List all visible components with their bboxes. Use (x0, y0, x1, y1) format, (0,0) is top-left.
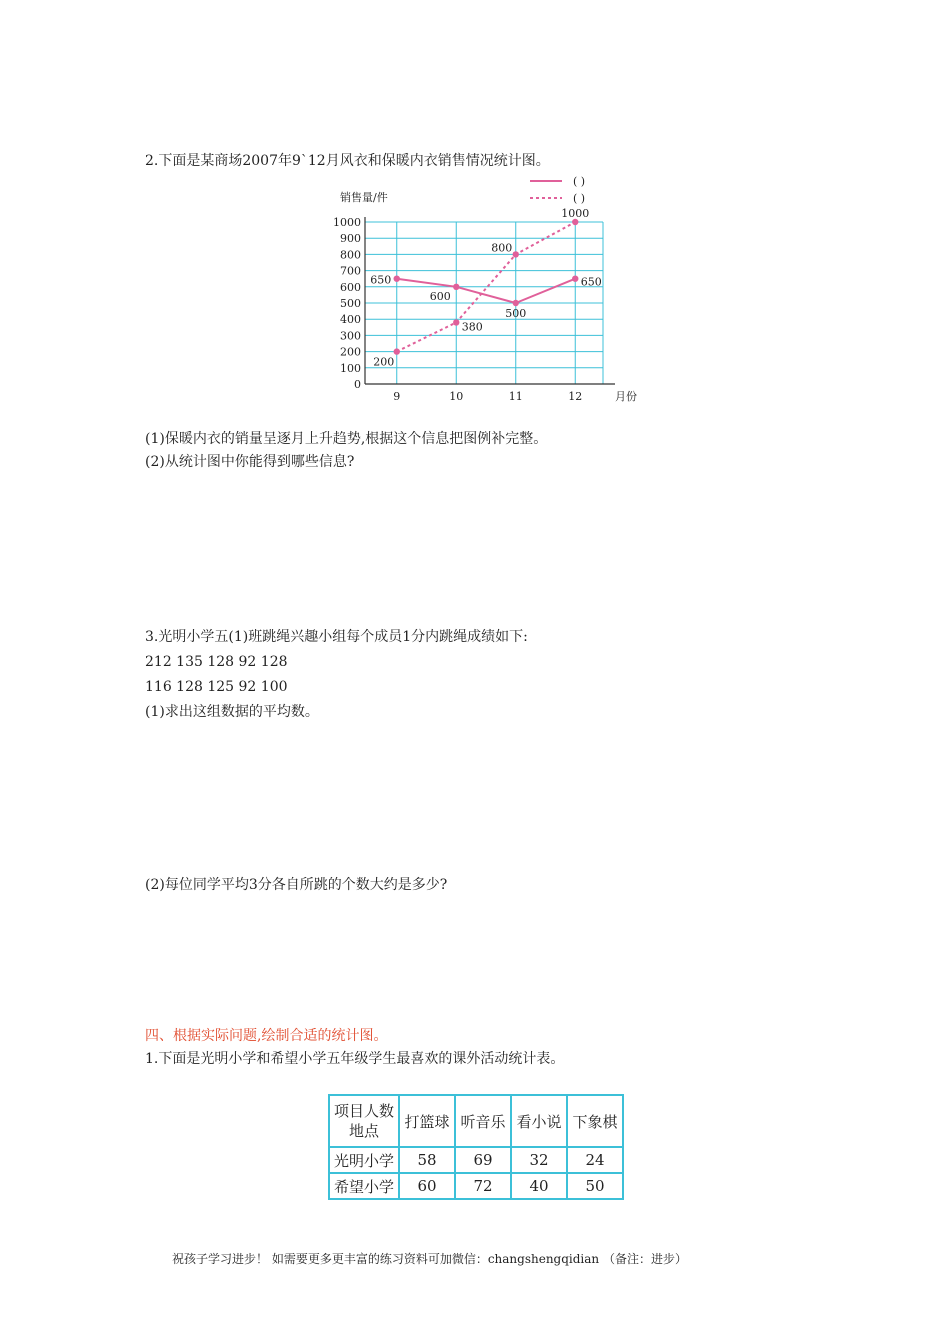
y-tick-label: 600 (340, 280, 361, 294)
y-tick-label: 800 (340, 248, 361, 262)
y-axis-label: 销售量/件 (340, 191, 388, 204)
q2-sub2: (2)从统计图中你能得到哪些信息? (145, 454, 355, 470)
data-label: 800 (491, 241, 513, 255)
table-col-header: 打篮球 (399, 1095, 455, 1147)
q3-title: 3.光明小学五(1)班跳绳兴趣小组每个成员1分内跳绳成绩如下: (145, 629, 528, 645)
q3-sub1: (1)求出这组数据的平均数。 (145, 704, 319, 720)
data-point (394, 348, 400, 354)
corner-bottom-label: 地点 (348, 1122, 379, 1140)
y-tick-label: 700 (340, 264, 361, 278)
data-point (394, 276, 400, 282)
y-tick-label: 400 (340, 313, 361, 327)
y-tick-label: 300 (340, 329, 361, 343)
y-tick-label: 900 (340, 232, 361, 246)
data-point (453, 319, 459, 325)
table-cell: 58 (399, 1147, 455, 1173)
line-chart (330, 170, 637, 405)
y-tick-label: 500 (340, 297, 361, 310)
table-col-header: 听音乐 (455, 1095, 511, 1147)
table-col-header: 看小说 (511, 1095, 567, 1147)
footer-note: 祝孩子学习进步！ 如需要更多更丰富的练习资料可加微信：changshengqidian （备注：进步） (172, 1252, 687, 1266)
data-label: 500 (505, 307, 527, 320)
x-tick-label: 10 (449, 390, 464, 403)
y-tick-label: 1000 (333, 216, 361, 229)
q2-title: 2.下面是某商场2007年9`12月风衣和保暖内衣销售情况统计图。 (145, 153, 550, 169)
table-row (329, 1147, 623, 1173)
x-tick-label: 9 (393, 390, 401, 403)
x-axis-label: 月份 (615, 390, 637, 403)
x-tick-label: 11 (508, 390, 523, 403)
table-col-header: 下象棋 (567, 1095, 623, 1147)
table-cell: 50 (567, 1173, 623, 1199)
table-cell: 40 (511, 1173, 567, 1199)
section4-q1: 1.下面是光明小学和希望小学五年级学生最喜欢的课外活动统计表。 (145, 1051, 565, 1067)
data-point (453, 284, 459, 290)
x-tick-label: 12 (568, 390, 583, 403)
y-tick-label: 100 (340, 361, 361, 375)
table-cell: 69 (455, 1147, 511, 1173)
y-tick-label: 0 (354, 378, 361, 391)
data-point (513, 251, 519, 257)
data-point (513, 300, 519, 306)
section4-title: 四、根据实际问题,绘制合适的统计图。 (145, 1028, 388, 1044)
q2-sub1: (1)保暖内衣的销量呈逐月上升趋势,根据这个信息把图例补完整。 (145, 431, 548, 447)
data-label: 200 (373, 355, 395, 369)
table-cell: 32 (511, 1147, 567, 1173)
table-header-row (329, 1095, 623, 1147)
q3-sub2: (2)每位同学平均3分各自所跳的个数大约是多少? (145, 877, 448, 893)
table-row-label: 光明小学 (329, 1147, 399, 1173)
table-row (329, 1173, 623, 1199)
q3-data-row1: 212 135 128 92 128 (145, 654, 288, 670)
activity-table (328, 1094, 624, 1200)
table-cell: 60 (399, 1173, 455, 1199)
table-corner-cell (329, 1095, 399, 1147)
data-label: 1000 (561, 207, 590, 220)
table-row-label: 希望小学 (329, 1173, 399, 1199)
y-tick-label: 200 (340, 345, 361, 359)
data-label: 650 (580, 275, 602, 289)
data-label: 600 (429, 289, 451, 303)
q3-data-row2: 116 128 125 92 100 (145, 679, 288, 695)
table-cell: 72 (455, 1173, 511, 1199)
data-label: 380 (461, 320, 483, 334)
data-label: 650 (370, 273, 392, 287)
data-point (572, 276, 578, 282)
series-line-solid (397, 279, 576, 303)
table-cell: 24 (567, 1147, 623, 1173)
legend-entry: ( ) (573, 175, 586, 188)
corner-top-label: 项目人数 (333, 1102, 394, 1120)
legend-entry: ( ) (573, 192, 586, 205)
